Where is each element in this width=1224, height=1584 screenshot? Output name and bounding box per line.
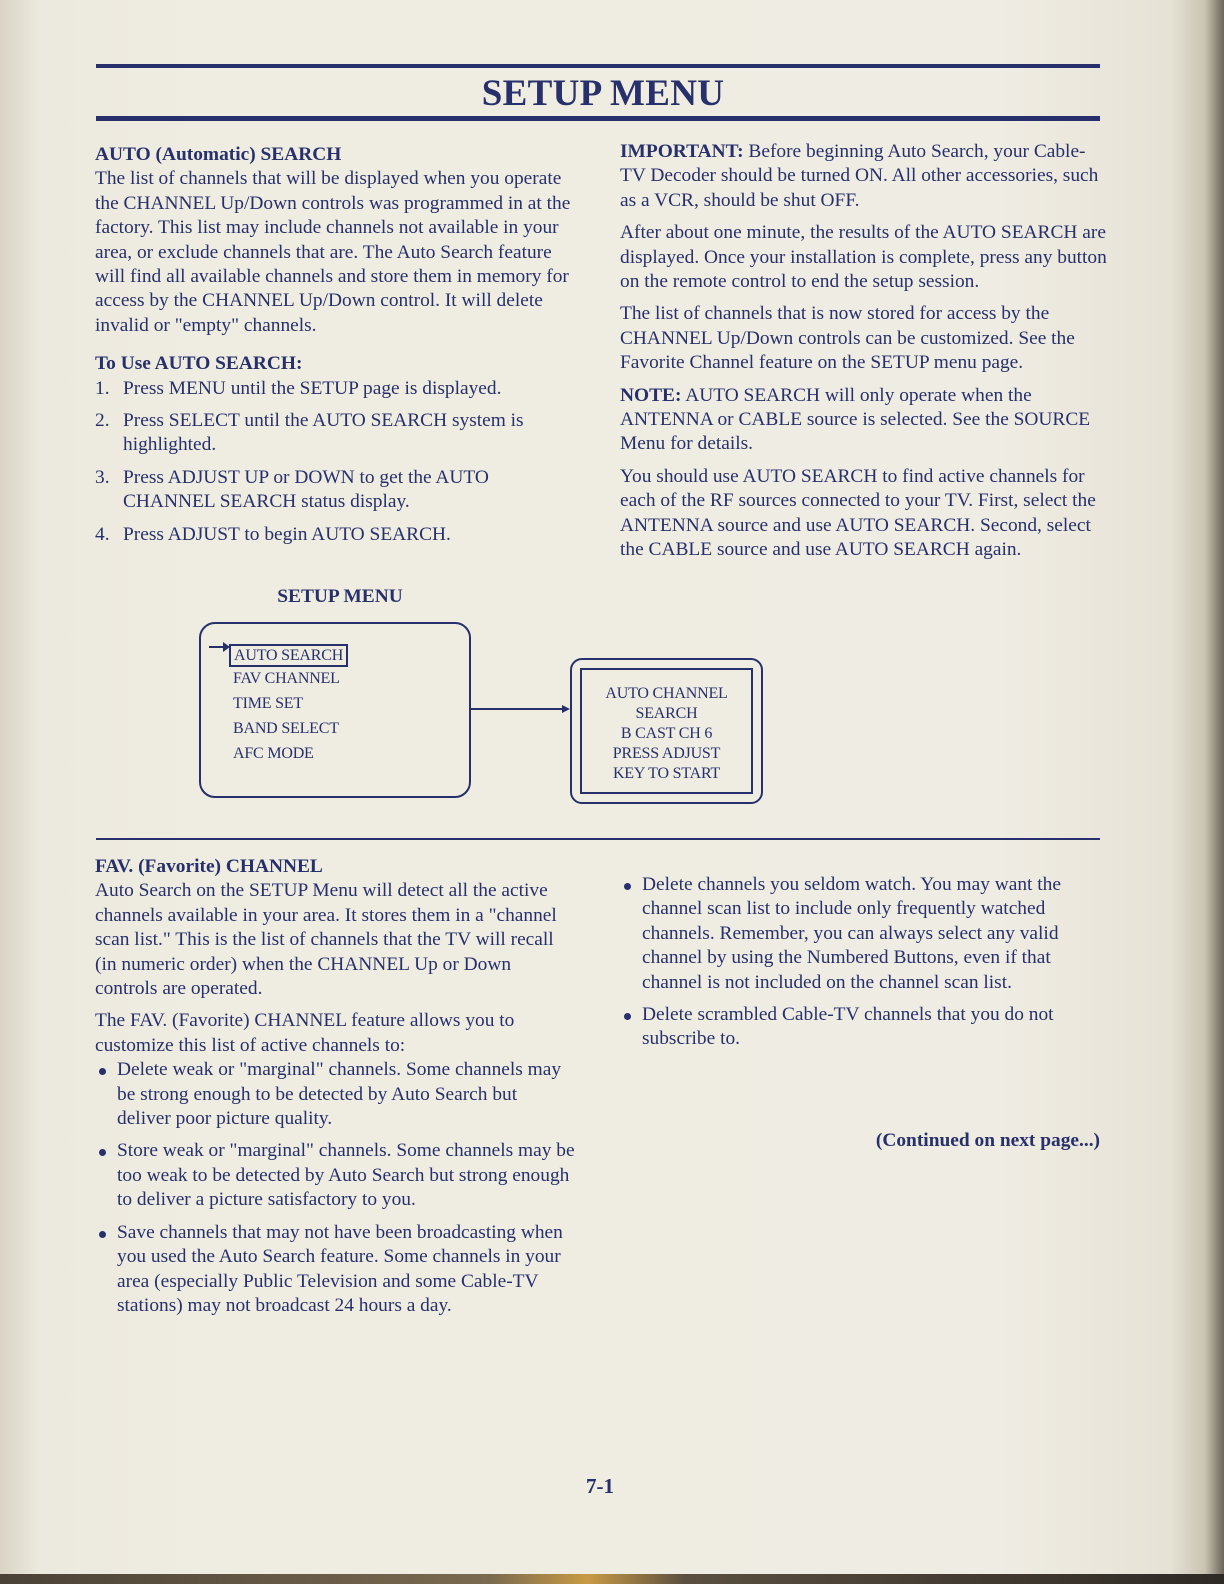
page-bottom-edge [0, 1574, 1224, 1584]
menu-item-time-set: TIME SET [233, 695, 303, 712]
step-item: 4. Press ADJUST to begin AUTO SEARCH. [95, 523, 451, 545]
step-item: 1. Press MENU until the SETUP page is displayed. [95, 377, 502, 399]
page-title: SETUP MENU [481, 73, 725, 114]
section-divider [96, 838, 1100, 840]
fav-channel-intro: Auto Search on the SETUP Menu will detect all the active channels available in your area. It stores them in a "channel scan list." This is the list of channels that the TV will recall (in numeric order) when the CHANNEL Up or Down controls are operated. [95, 880, 557, 1000]
continued-note: (Continued on next page...) [875, 1130, 1100, 1151]
auto-search-section [95, 143, 575, 555]
auto-search-steps [95, 377, 575, 547]
status-line: SEARCH [635, 705, 698, 722]
list-item: Save channels that may not have been broadcasting when you used the Auto Search feature. Some channels in your area (especially Public Television and some Cable-TV stations) may not broadcast 24 hours a day. [95, 1221, 575, 1319]
fav-channel-heading: FAV. (Favorite) CHANNEL [95, 856, 323, 877]
results-paragraph: After about one minute, the results of the AUTO SEARCH are displayed. Once your installation is complete, press any button on the remote control to end the setup session. [620, 222, 1107, 293]
list-item: Delete channels you seldom watch. You may want the channel scan list to include only frequently watched channels. Remember, you can always select any valid channel by using the Numbered Buttons, even if that channel is not included on the channel scan list. [620, 873, 1100, 995]
rf-sources-paragraph: You should use AUTO SEARCH to find active channels for each of the RF sources connected to your TV. First, select the ANTENNA source and use AUTO SEARCH. Second, select the CABLE source and use AUTO SEARCH again. [620, 465, 1096, 561]
menu-item-band-select: BAND SELECT [233, 720, 339, 737]
fav-channel-section [95, 855, 575, 1326]
status-line: KEY TO START [612, 765, 721, 782]
setup-menu-screen [199, 622, 471, 798]
diagram-title: SETUP MENU [277, 586, 403, 607]
list-item: Delete scrambled Cable-TV channels that you do not subscribe to. [620, 1003, 1100, 1052]
important-note: IMPORTANT: Before beginning Auto Search, your Cable-TV Decoder should be turned ON. All other accessories, such as a VCR, should be shut OFF. [620, 141, 1099, 211]
menu-item-auto-search: AUTO SEARCH [229, 644, 348, 667]
auto-search-status-screen [570, 658, 763, 804]
selection-arrow-icon [209, 641, 231, 653]
list-item: Store weak or "marginal" channels. Some channels may be too weak to be detected by Auto Search but strong enough to deliver a picture satisfactory to you. [95, 1139, 575, 1212]
status-line: B CAST CH 6 [620, 725, 713, 742]
status-line: PRESS ADJUST [612, 745, 721, 762]
menu-item-fav-channel: FAV CHANNEL [233, 670, 340, 687]
step-item: 3. Press ADJUST UP or DOWN to get the AUTO CHANNEL SEARCH status display. [95, 466, 489, 513]
status-display [580, 668, 753, 794]
status-line: AUTO CHANNEL [605, 685, 728, 702]
connector-arrow-icon [471, 703, 571, 715]
customize-paragraph: The list of channels that is now stored for access by the CHANNEL Up/Down controls can be customized. See the Favorite Channel feature on the SETUP menu page. [620, 303, 1075, 374]
fav-channel-bullets-right [620, 873, 1100, 1052]
auto-search-heading: AUTO (Automatic) SEARCH [95, 144, 342, 165]
fav-channel-section-right [620, 873, 1100, 1060]
fav-channel-feature: The FAV. (Favorite) CHANNEL feature allows you to customize this list of active channels to: [95, 1010, 515, 1056]
step-item: 2. Press SELECT until the AUTO SEARCH system is highlighted. [95, 410, 524, 456]
auto-search-intro: The list of channels that will be displayed when you operate the CHANNEL Up/Down controls was programmed in at the factory. This list may include channels not available in your area, or exclude channels that are. The Auto Search feature will find all available channels and store them in memory for access by the CHANNEL Up/Down control. It will delete invalid or "empty" channels. [95, 168, 571, 336]
fav-channel-bullets-left [95, 1058, 575, 1318]
use-auto-search-heading: To Use AUTO SEARCH: [95, 353, 303, 375]
source-note: NOTE: AUTO SEARCH will only operate when the ANTENNA or CABLE source is selected. See the SOURCE Menu for details. [620, 384, 1091, 455]
auto-search-notes [620, 140, 1110, 571]
title-rule-bottom [96, 116, 1100, 121]
page-number: 7-1 [586, 1474, 614, 1498]
title-rule-top [96, 64, 1100, 68]
menu-item-afc-mode: AFC MODE [233, 745, 314, 762]
list-item: Delete weak or "marginal" channels. Some channels may be strong enough to be detected by Auto Search but deliver poor picture quality. [95, 1058, 575, 1131]
